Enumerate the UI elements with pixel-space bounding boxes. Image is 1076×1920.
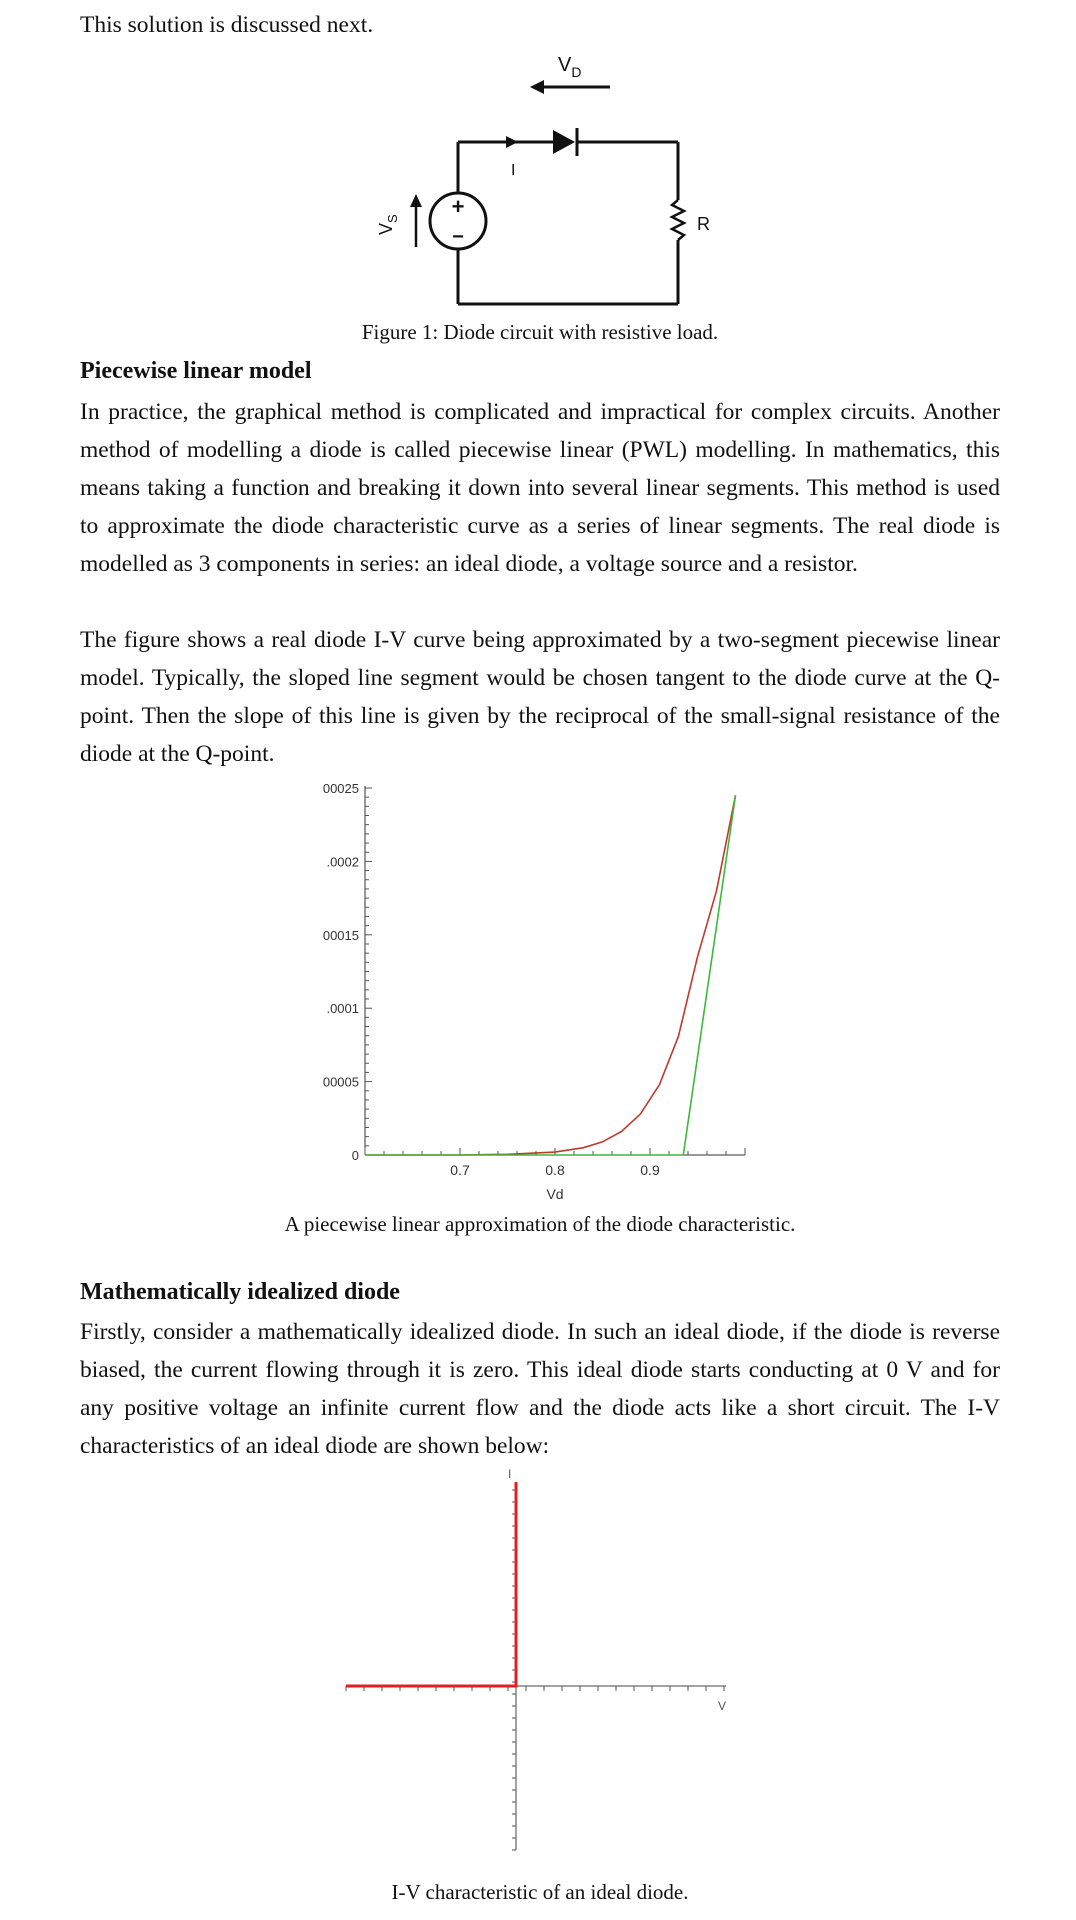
- vs-label: $V_S$: [376, 214, 400, 235]
- pwl-paragraph-1: In practice, the graphical method is complicated and impractical for complex circuits. Another method of modelling a diode is called piecewise linear (PWL) modelling. In mathematics, this means taking a function and breaking it down into several linear segments. This method is used to approximate the diode characteristic curve as a series of linear segments. The real diode is modelled as 3 components in series: an ideal diode, a voltage source and a resistor.: [80, 399, 1000, 577]
- x-axis-label: Vd: [546, 1186, 564, 1202]
- ideal-diode-iv-line: [346, 1482, 516, 1686]
- y-tick-label: .0001: [326, 1001, 359, 1017]
- source-plus-sign: +: [451, 194, 465, 219]
- resistor-symbol: [672, 200, 684, 240]
- x-tick-label: 0.9: [640, 1162, 660, 1178]
- diode-symbol: [553, 130, 575, 154]
- real-diode-curve: [365, 795, 736, 1155]
- x-tick-label: 0.7: [450, 1162, 470, 1178]
- ideal-chart: [330, 1460, 750, 1860]
- pwl-paragraph-2: The figure shows a real diode I-V curve being approximated by a two-segment piecewise linear model. Typically, the sloped line segment would be chosen tangent to the diode curve at the Q-point. Then the slope of this line is given by the reciprocal of the small-signal resistance of the diode at the Q-point.: [80, 627, 1000, 767]
- resistor-label: R: [697, 214, 710, 234]
- vs-arrow-head: [410, 194, 422, 207]
- ideal-paragraph: Firstly, consider a mathematically idealized diode. In such an ideal diode, if the diode is reverse biased, the current flowing through it is zero. This ideal diode starts conducting at 0 V and for any positive voltage an infinite current flow and the diode acts like a short circuit. The I-V characteristics of an ideal diode are shown below:: [80, 1319, 1000, 1459]
- pwl-approximation-line: [365, 795, 736, 1155]
- pwl-chart: [300, 770, 760, 1210]
- ideal-heading: Mathematically idealized diode: [80, 1279, 400, 1305]
- y-tick-label: .0002: [326, 854, 359, 870]
- x-tick-label: 0.8: [545, 1162, 565, 1178]
- diode-circuit-diagram: [340, 40, 740, 320]
- pwl-heading: Piecewise linear model: [80, 358, 312, 384]
- ideal-chart-caption: I-V characteristic of an ideal diode.: [391, 1880, 689, 1904]
- figure1-caption: Figure 1: Diode circuit with resistive load.: [361, 320, 719, 344]
- y-axis-label: I: [508, 1467, 512, 1481]
- y-tick-label: 00025: [322, 781, 359, 796]
- pwl-chart-caption: A piecewise linear approximation of the diode characteristic.: [284, 1212, 796, 1236]
- intro-text: This solution is discussed next.: [80, 12, 374, 38]
- vd-arrow-head: [530, 80, 544, 94]
- y-tick-label: 00005: [322, 1074, 359, 1090]
- current-label: I: [511, 162, 516, 179]
- vd-label: $V_D$: [558, 54, 582, 80]
- source-minus-sign: −: [452, 226, 464, 248]
- y-tick-label: 00015: [322, 927, 359, 943]
- y-tick-label: 0: [351, 1148, 359, 1163]
- x-axis-label: V: [718, 1699, 727, 1713]
- current-arrow-head: [506, 136, 518, 148]
